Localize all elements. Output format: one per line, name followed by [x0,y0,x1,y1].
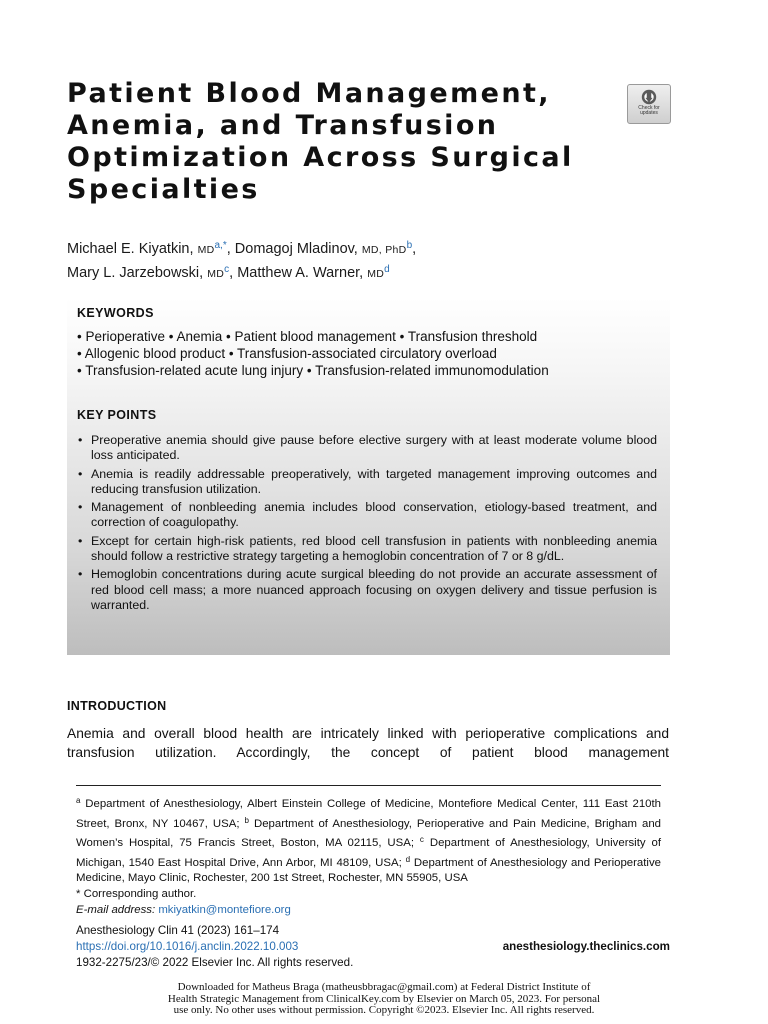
keyword-line: • Allogenic blood product • Transfusion-associated circulatory overload [77,346,497,361]
affiliation-link[interactable]: c [224,264,230,275]
introduction-paragraph: Anemia and overall blood health are intricately linked with perioperative complications and transfusion utilization. Accordingly, the concept of patient blood management [67,726,669,760]
corresponding-author-note: * Corresponding author. [76,887,197,900]
bullet-icon: • [78,567,83,582]
journal-citation: Anesthesiology Clin 41 (2023) 161–174 [76,924,280,937]
bullet-icon: • [78,466,83,481]
email-line [76,903,661,919]
bullet-icon: • [78,433,83,447]
key-point-text: Management of nonbleeding anemia includes blood conservation, etiology-based treatment, and correction of coagulopathy. [91,500,657,530]
affiliation-text: Department of Anesthesiology and Perioperative Medicine, Mayo Clinic, Rochester, 200 1st Street, Rochester, MN 55905, USA [76,856,661,885]
author-degree: MD [197,244,215,256]
affiliation-link[interactable]: d [384,264,390,275]
author-degree: MD [367,268,385,280]
author-name: , Domagoj Mladinov, [226,241,362,257]
footnote-mark: d [405,854,411,864]
author-list [67,236,687,284]
affiliation-text: Department of Anesthesiology, University of Michigan, 1540 East Hospital Drive, Ann Arbor, MI 48109, USA; [76,837,661,869]
article-title [67,78,607,206]
email-label: E-mail address: [76,903,156,916]
badge-text-2: updates [640,110,658,116]
affiliation-text: Department of Anesthesiology, Perioperative and Pain Medicine, Brigham and Women’s Hospital, 75 Francis Street, Boston, MA 02115, USA; [76,817,661,850]
author-separator: , [412,241,417,257]
affiliation-text: Department of Anesthesiology, Albert Einstein College of Medicine, Montefiore Medical Center, 111 East 210th Street, Bronx, NY 10467, USA; [76,798,661,830]
key-point-text: Hemoglobin concentrations during acute surgical bleeding do not provide an accurate assessment of red blood cell mass; a more nuanced approach focusing on oxygen delivery and tissue perfusion is warranted. [91,567,657,612]
download-line: Downloaded for Matheus Braga (matheusbbragac@gmail.com) at Federal District Institute of [177,981,591,993]
check-for-updates-badge[interactable] [627,84,671,124]
affiliation-link[interactable]: a,* [214,240,227,251]
author-line-2 [67,260,687,284]
keyword-line: • Transfusion-related acute lung injury • Transfusion-related immunomodulation [77,363,549,378]
badge-text-1: Check for [638,105,660,111]
key-point-item [77,534,657,565]
footnote-divider [76,785,661,786]
bullet-icon: • [78,533,83,548]
author-degree: MD [207,268,225,280]
key-point-item [77,433,657,464]
introduction-heading: INTRODUCTION [67,699,167,713]
download-notice [120,982,648,1017]
email-link[interactable]: mkiyatkin@montefiore.org [158,903,291,916]
title-line: Anemia, and Transfusion [67,110,499,141]
title-line: Patient Blood Management, [67,78,551,109]
title-line: Specialties [67,174,260,205]
key-point-item [77,500,657,531]
key-point-item [77,467,657,498]
check-for-updates-icon [640,88,658,106]
keyword-line: • Perioperative • Anemia • Patient blood management • Transfusion threshold [77,329,538,344]
key-point-text: Except for certain high-risk patients, red blood cell transfusion in patients with nonbleeding anemia should follow a restrictive strategy targeting a hemoglobin concentration of 7 or 8 g/dL. [91,533,657,564]
keywords-keypoints-box [67,298,670,655]
author-name: Michael E. Kiyatkin, [67,241,198,257]
journal-site: anesthesiology.theclinics.com [502,940,670,953]
footnote-mark: b [244,815,249,825]
key-point-text: Anemia is readily addressable preoperatively, with targeted management improving outcomes and reducing transfusion utilization. [91,466,657,496]
author-name: , Matthew A. Warner, [229,265,368,281]
journal-info [76,923,670,971]
footnote-mark: c [419,835,424,845]
copyright-line: 1932-2275/23/© 2022 Elsevier Inc. All rights reserved. [76,956,354,969]
affiliation-footnotes [76,793,661,918]
key-points-heading: KEY POINTS [77,408,157,422]
affiliation-link[interactable]: b [406,240,413,251]
author-line-1 [67,236,687,260]
key-points-list [77,433,657,616]
download-line: Health Strategic Management from ClinicalKey.com by Elsevier on March 05, 2023. For personal [167,992,601,1005]
key-point-text: Preoperative anemia should give pause before elective surgery with at least moderate volume blood loss anticipated. [91,433,657,463]
keywords-list [77,328,667,379]
keywords-heading: KEYWORDS [77,306,154,320]
doi-link[interactable]: https://doi.org/10.1016/j.anclin.2022.10.003 [76,940,299,953]
author-degree: MD, PhD [361,244,407,256]
author-name: Mary L. Jarzebowski, [67,265,208,281]
bullet-icon: • [78,500,83,515]
key-point-item [77,567,657,613]
title-line: Optimization Across Surgical [67,142,574,173]
footnote-mark: a [76,796,81,805]
download-line: use only. No other uses without permission. Copyright ©2023. Elsevier Inc. All rights reserved. [173,1004,595,1016]
